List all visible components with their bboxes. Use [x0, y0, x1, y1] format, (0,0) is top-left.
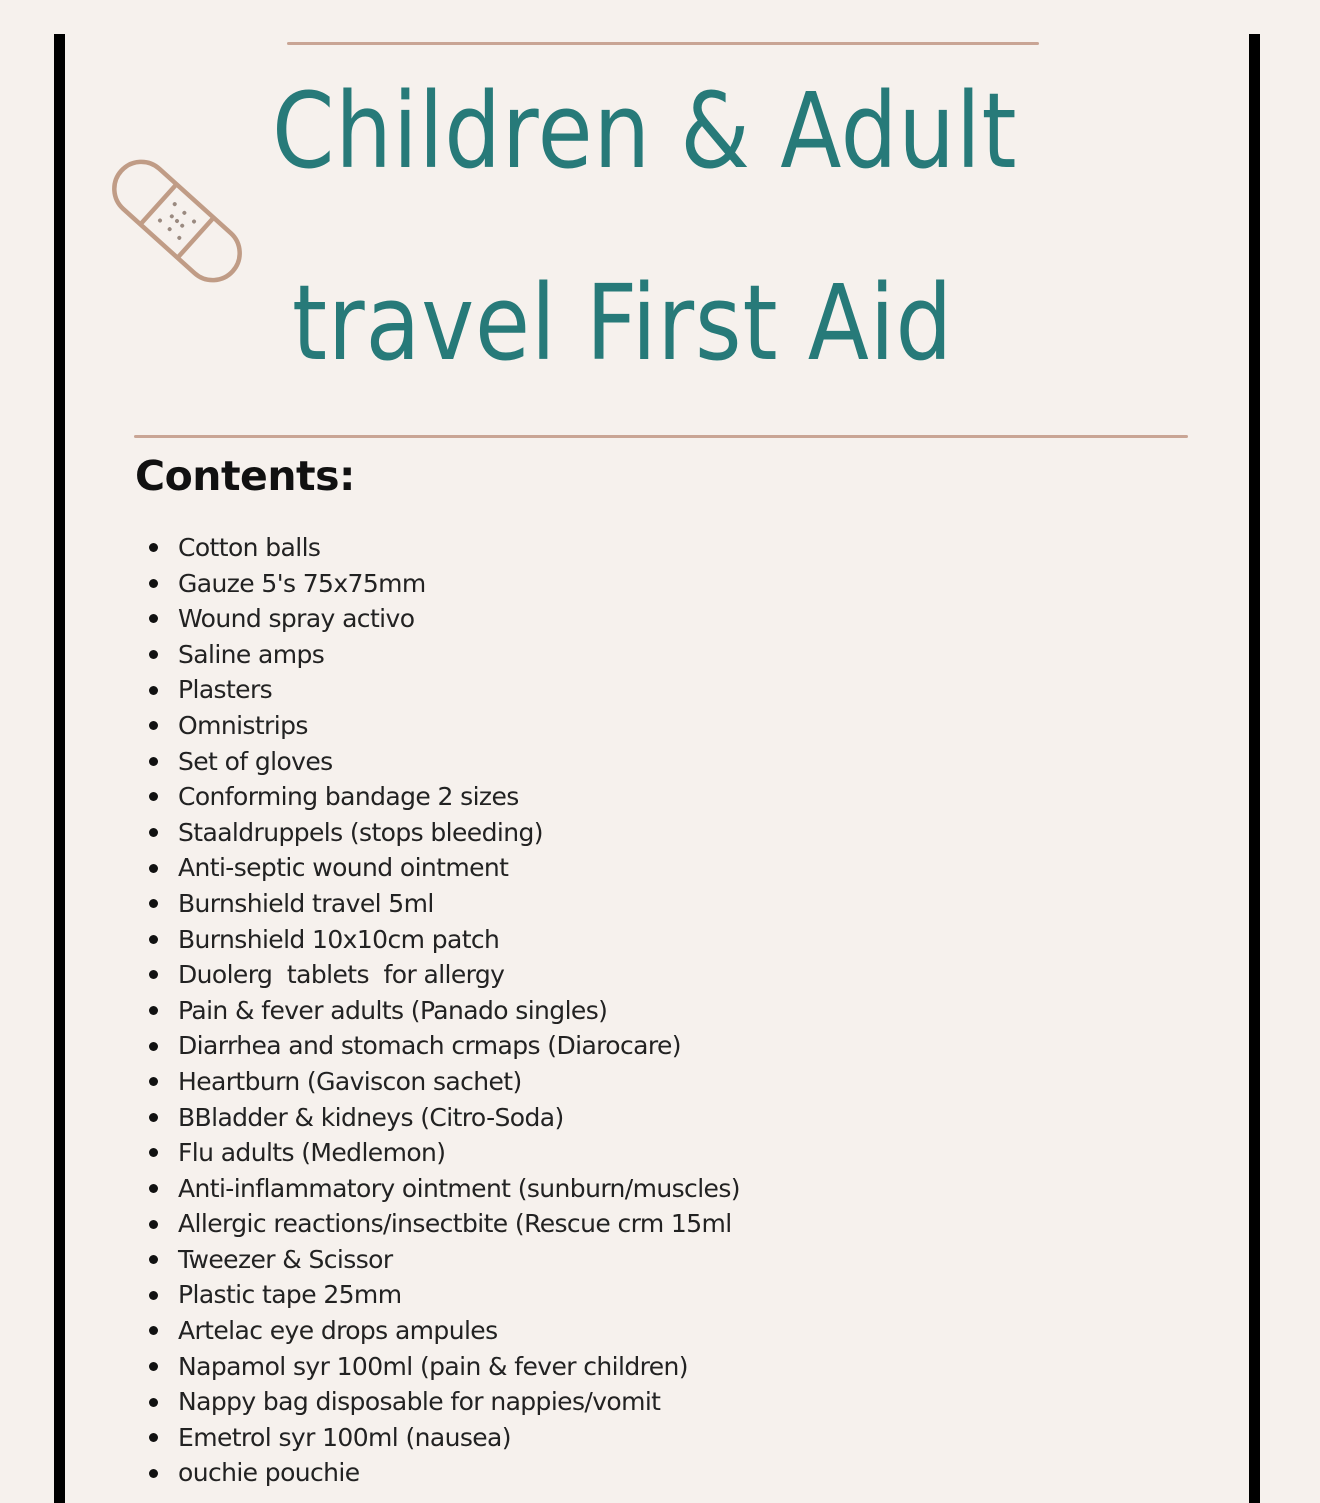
list-item-text: Conforming bandage 2 sizes — [178, 782, 519, 812]
list-item-text: BBladder & kidneys (Citro-Soda) — [178, 1102, 564, 1132]
bullet-icon — [149, 579, 158, 588]
list-item-text: Napamol syr 100ml (pain & fever children) — [178, 1351, 688, 1381]
list-item — [145, 637, 740, 673]
bullet-icon — [149, 614, 158, 623]
list-item — [145, 744, 740, 780]
list-item — [145, 1135, 740, 1171]
bullet-icon — [149, 1220, 158, 1229]
bullet-icon — [149, 935, 158, 944]
list-item — [145, 530, 740, 566]
list-item — [145, 1171, 740, 1207]
bullet-icon — [149, 1148, 158, 1157]
bullet-icon — [149, 1184, 158, 1193]
contents-heading: Contents: — [135, 452, 355, 500]
list-item-text: Anti-inflammatory ointment (sunburn/muscles) — [178, 1173, 740, 1203]
list-item — [145, 1349, 740, 1385]
bullet-icon — [149, 1042, 158, 1051]
list-item-text: Wound spray activo — [178, 604, 415, 634]
page-border-right — [1249, 34, 1260, 1503]
title-line-1: Children & Adult — [272, 70, 1018, 192]
list-item-text: Gauze 5's 75x75mm — [178, 568, 426, 598]
list-item — [145, 1028, 740, 1064]
list-item-text: Diarrhea and stomach crmaps (Diarocare) — [178, 1031, 681, 1061]
list-item-text: Plastic tape 25mm — [178, 1280, 402, 1310]
bullet-icon — [149, 1362, 158, 1371]
list-item-text: Plasters — [178, 675, 273, 705]
title-line-2: travel First Aid — [292, 262, 954, 384]
divider-bottom — [134, 435, 1188, 438]
list-item-text: Set of gloves — [178, 746, 333, 776]
list-item — [145, 1100, 740, 1136]
bullet-icon — [149, 1398, 158, 1407]
bullet-icon — [149, 899, 158, 908]
list-item — [145, 566, 740, 602]
bullet-icon — [149, 1113, 158, 1122]
list-item-text: Staaldruppels (stops bleeding) — [178, 817, 543, 847]
list-item-text: Pain & fever adults (Panado singles) — [178, 995, 608, 1025]
list-item — [145, 672, 740, 708]
contents-list — [145, 530, 740, 1491]
bullet-icon — [149, 1469, 158, 1478]
bullet-icon — [149, 1006, 158, 1015]
bullet-icon — [149, 1077, 158, 1086]
list-item-text: Cotton balls — [178, 533, 321, 562]
list-item — [145, 779, 740, 815]
list-item-text: Anti-septic wound ointment — [178, 853, 509, 883]
list-item — [145, 850, 740, 886]
list-item — [145, 922, 740, 958]
list-item — [145, 1242, 740, 1278]
list-item-text: Burnshield 10x10cm patch — [178, 924, 500, 954]
list-item-text: Artelac eye drops ampules — [178, 1316, 498, 1346]
bullet-icon — [149, 1433, 158, 1442]
bullet-icon — [149, 792, 158, 801]
page-border-left — [54, 34, 65, 1503]
list-item — [145, 993, 740, 1029]
bullet-icon — [149, 1291, 158, 1300]
bullet-icon — [149, 543, 158, 552]
list-item — [145, 815, 740, 851]
bullet-icon — [149, 650, 158, 659]
list-item-text: Duolerg tablets for allergy — [178, 960, 505, 990]
list-item — [145, 886, 740, 922]
list-item-text: Burnshield travel 5ml — [178, 888, 434, 918]
list-item-text: Nappy bag disposable for nappies/vomit — [178, 1387, 661, 1417]
list-item — [145, 1064, 740, 1100]
bullet-icon — [149, 721, 158, 730]
list-item — [145, 1313, 740, 1349]
list-item — [145, 1384, 740, 1420]
bullet-icon — [149, 970, 158, 979]
list-item-text: Heartburn (Gaviscon sachet) — [178, 1066, 522, 1096]
list-item-text: Omnistrips — [178, 710, 308, 740]
list-item — [145, 957, 740, 993]
list-item-text: Flu adults (Medlemon) — [178, 1138, 446, 1168]
list-item-text: ouchie pouchie — [178, 1458, 360, 1488]
divider-top — [287, 42, 1039, 45]
list-item — [145, 1420, 740, 1456]
list-item — [145, 1277, 740, 1313]
list-item — [145, 1455, 740, 1491]
list-item-text: Emetrol syr 100ml (nausea) — [178, 1422, 511, 1452]
list-item-text: Allergic reactions/insectbite (Rescue crm 15ml — [178, 1209, 732, 1239]
list-item-text: Tweezer & Scissor — [178, 1244, 393, 1274]
bullet-icon — [149, 828, 158, 837]
list-item — [145, 708, 740, 744]
list-item — [145, 1206, 740, 1242]
list-item — [145, 601, 740, 637]
bullet-icon — [149, 757, 158, 766]
bandage-icon — [96, 140, 258, 302]
bullet-icon — [149, 686, 158, 695]
bullet-icon — [149, 864, 158, 873]
bullet-icon — [149, 1326, 158, 1335]
list-item-text: Saline amps — [178, 639, 325, 669]
bullet-icon — [149, 1255, 158, 1264]
